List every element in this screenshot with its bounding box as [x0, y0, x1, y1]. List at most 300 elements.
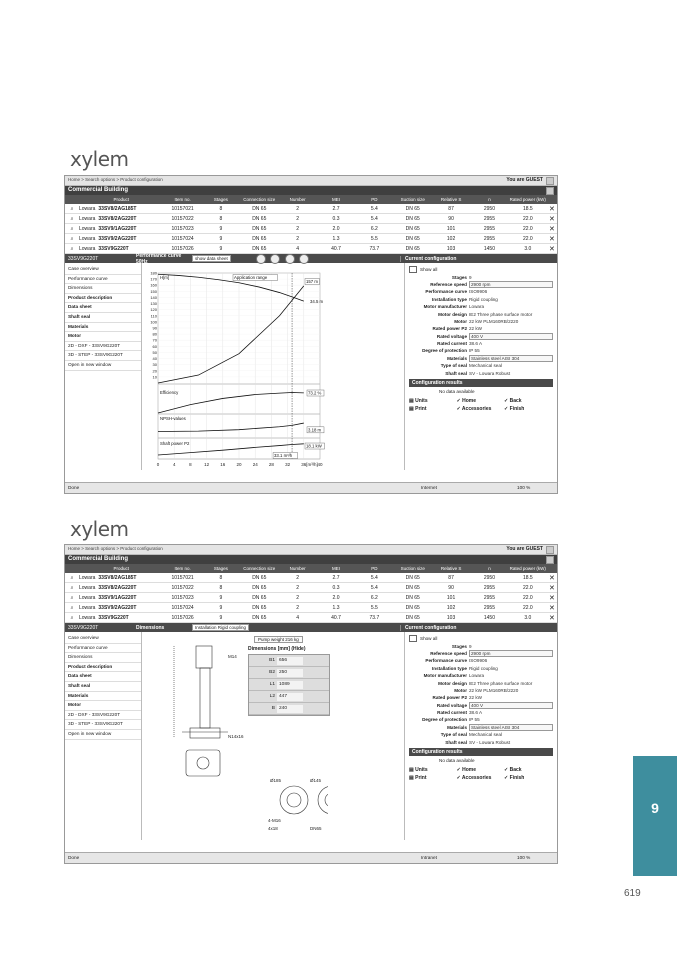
config-value: Mechanical seal — [469, 363, 502, 369]
info-icon[interactable] — [270, 254, 280, 264]
col-mei[interactable]: MEI — [332, 197, 341, 202]
col-pd[interactable]: PD — [371, 197, 378, 202]
menu-item[interactable]: Motor — [65, 332, 141, 342]
drawing-label-5: Ø185 — [270, 778, 282, 783]
top-bar-2 — [65, 545, 557, 555]
cell-rel: 103 — [446, 245, 456, 252]
datasheet-select[interactable]: show data sheet — [192, 255, 231, 262]
menu-item[interactable]: Open in new window — [65, 361, 141, 371]
x-tick-label: 28 — [268, 462, 274, 467]
cell-num: 4 — [296, 245, 300, 252]
config-value: SV - Lowara Robust — [469, 370, 511, 376]
col-number-2[interactable]: Number — [289, 566, 306, 571]
action-print-button[interactable] — [409, 774, 457, 782]
magnifier-icon[interactable]: ⌕ — [70, 614, 74, 621]
col-relative-2[interactable]: Relative S — [440, 566, 462, 571]
config-value: 38.6 A — [469, 710, 483, 716]
dim-value: 656 — [277, 657, 303, 665]
menu-item[interactable]: Product description — [65, 663, 141, 673]
collapse-button-2[interactable] — [546, 556, 554, 564]
action-label: Print — [415, 405, 427, 412]
config-select[interactable]: Stainless steel AISI 304 — [469, 355, 553, 362]
config-select[interactable]: 2900 rpm — [469, 650, 553, 657]
cell-power: 18.5 — [522, 205, 533, 212]
status-bar — [65, 482, 557, 493]
config-value: SV - Lowara Robust — [469, 739, 511, 745]
col-suction[interactable]: Suction size — [400, 197, 425, 202]
x-tick-label: 32 — [285, 462, 291, 467]
cell-num: 2 — [296, 594, 300, 601]
cell-suction: DN 65 — [405, 594, 420, 601]
config-value: 9 — [469, 643, 472, 649]
config-key: Motor design — [438, 680, 467, 686]
magnifier-icon[interactable]: ⌕ — [70, 245, 74, 252]
zoom-out-icon[interactable] — [256, 254, 266, 264]
show-all-row-2[interactable] — [409, 635, 553, 642]
cell-conn: DN 65 — [252, 574, 267, 581]
table-row[interactable] — [65, 234, 557, 244]
remove-icon[interactable]: ✕ — [549, 225, 555, 233]
config-key: Materials — [447, 355, 467, 361]
config-key: Degree of protection — [422, 717, 467, 723]
action-label: Home — [462, 766, 477, 773]
status-zoom-2[interactable]: 100 % — [517, 855, 531, 860]
dim-value: 1089 — [277, 681, 303, 689]
dim-name: B — [271, 706, 275, 711]
action-label: Back — [509, 397, 522, 404]
status-zone-2: Intranet — [421, 855, 437, 860]
y-tick-label: 70 — [152, 337, 157, 343]
action-accessories-button[interactable] — [457, 405, 505, 413]
cell-a: 2.7 — [332, 205, 340, 212]
cell-n: 2955 — [483, 225, 495, 232]
cell-product[interactable] — [79, 605, 163, 611]
show-all-row[interactable] — [409, 266, 553, 273]
y-tick-label: 30 — [152, 362, 157, 368]
annotation-eff: 73.2 % — [308, 390, 322, 396]
cell-item: 10157024 — [171, 604, 194, 611]
page-number: 619 — [624, 888, 641, 899]
dim-row — [249, 703, 329, 715]
action-accessories-button[interactable] — [457, 774, 505, 782]
cell-power: 3.0 — [524, 614, 532, 621]
magnifier-icon[interactable]: ⌕ — [70, 235, 74, 242]
user-status-2: You are GUEST — [506, 546, 543, 552]
config-row — [409, 665, 553, 672]
menu-item[interactable]: Shaft seal — [65, 682, 141, 692]
action-label: Accessories — [461, 405, 492, 412]
panel-header-2 — [65, 623, 557, 632]
cell-rel: 90 — [448, 215, 454, 222]
head-label: H[m] — [160, 275, 170, 280]
check-icon: ✓ — [504, 405, 510, 412]
show-all-checkbox[interactable] — [409, 266, 417, 273]
cell-rel: 87 — [448, 574, 454, 581]
config-value: ISO9906 — [469, 658, 488, 664]
performance-chart — [142, 263, 328, 470]
cell-n: 2955 — [483, 235, 495, 242]
table-row[interactable] — [65, 603, 557, 613]
show-all-label-2: Show all — [420, 636, 438, 642]
col-item-2[interactable]: Item no. — [174, 566, 191, 571]
col-product[interactable]: Product — [113, 197, 129, 202]
x-tick-label: 12 — [204, 462, 210, 467]
cell-conn: DN 65 — [252, 604, 267, 611]
config-row[interactable] — [409, 333, 553, 340]
show-all-checkbox-2[interactable] — [409, 635, 417, 642]
dim-row — [249, 691, 329, 703]
help-icon[interactable] — [299, 254, 309, 264]
magnifier-icon[interactable]: ⌕ — [70, 594, 74, 601]
magnifier-icon[interactable]: ⌕ — [70, 215, 74, 222]
magnifier-icon[interactable]: ⌕ — [70, 604, 74, 611]
menu-item[interactable]: Case overview — [65, 634, 141, 644]
remove-icon[interactable]: ✕ — [549, 614, 555, 622]
drawing-label-4: 4x18 — [268, 826, 278, 831]
cell-product[interactable] — [79, 246, 163, 252]
config-key: Shaft seal — [445, 739, 467, 745]
cell-rel: 103 — [446, 614, 456, 621]
cell-stages: 8 — [219, 205, 223, 212]
col-pd-2[interactable]: PD — [371, 566, 378, 571]
config-results-title-2[interactable]: Configuration results — [409, 748, 553, 756]
check-icon: ✓ — [456, 774, 462, 781]
ruler-icon: ▤ — [409, 397, 416, 404]
table-row[interactable] — [65, 573, 557, 583]
remove-icon[interactable]: ✕ — [549, 604, 555, 612]
cell-brand: Lowara — [79, 205, 96, 212]
cell-product-name: 33SV9G220T — [98, 614, 129, 621]
action-finish-button[interactable] — [504, 774, 552, 782]
cell-stages: 9 — [219, 235, 223, 242]
config-value: Lowara — [469, 673, 485, 679]
magnifier-icon[interactable]: ⌕ — [70, 225, 74, 232]
action-home-button[interactable] — [457, 766, 505, 774]
col-connection[interactable]: Connection size — [243, 197, 276, 202]
col-number[interactable]: Number — [289, 197, 306, 202]
cell-n: 2955 — [483, 215, 495, 222]
base-circle — [197, 757, 209, 769]
config-value: 22 kW — [469, 326, 483, 332]
cell-power: 22.0 — [522, 594, 533, 601]
results-header-2 — [65, 564, 557, 573]
action-back-button[interactable] — [504, 397, 552, 405]
x-axis-label: [m³/h] — [306, 462, 318, 467]
remove-icon[interactable]: ✕ — [549, 205, 555, 213]
config-value: Lowara — [469, 304, 485, 310]
cell-n: 1450 — [483, 614, 495, 621]
cell-num: 2 — [296, 225, 300, 232]
table-row[interactable] — [65, 593, 557, 603]
status-zoom[interactable]: 100 % — [517, 485, 531, 490]
check-icon: ✓ — [504, 766, 510, 773]
cell-conn: DN 65 — [252, 584, 267, 591]
y-tick-label: 170 — [150, 276, 157, 282]
action-units-button[interactable] — [409, 397, 457, 405]
config-value: ISO9906 — [469, 289, 488, 295]
config-key: Stages — [451, 274, 467, 280]
cell-b: 73.7 — [369, 245, 380, 252]
config-value: Mechanical seal — [469, 732, 502, 738]
col-connection-2[interactable]: Connection size — [243, 566, 276, 571]
config-row[interactable] — [409, 650, 553, 657]
dim-name: B1 — [269, 658, 275, 663]
config-key: Rated power P2 — [432, 326, 467, 332]
config-row — [409, 318, 553, 325]
x-tick-label: 0 — [156, 462, 160, 467]
pump-column — [200, 668, 210, 728]
action-units-button[interactable] — [409, 766, 457, 774]
results-table — [65, 204, 557, 254]
col-mei-2[interactable]: MEI — [332, 566, 341, 571]
cell-item: 10157026 — [171, 614, 194, 621]
config-select[interactable]: Stainless steel AISI 304 — [469, 724, 553, 731]
menu-item[interactable]: Materials — [65, 692, 141, 702]
cell-suction: DN 65 — [405, 235, 420, 242]
col-relative[interactable]: Relative S — [440, 197, 462, 202]
cell-n: 2955 — [483, 584, 495, 591]
col-n-2[interactable]: n — [488, 566, 491, 571]
action-label: Finish — [509, 774, 525, 781]
remove-icon[interactable]: ✕ — [549, 215, 555, 223]
config-key: Shaft seal — [445, 370, 467, 376]
magnifier-icon[interactable]: ⌕ — [70, 574, 74, 581]
cell-stages: 9 — [219, 225, 223, 232]
menu-item[interactable]: 3D - STEP - 33SV9G220T — [65, 351, 141, 361]
x-tick-label: 36 — [301, 462, 307, 467]
col-stages[interactable]: Stages — [213, 197, 228, 202]
cell-product[interactable] — [79, 216, 163, 222]
config-panel — [405, 263, 557, 470]
menu-item[interactable]: Product description — [65, 294, 141, 304]
remove-icon[interactable]: ✕ — [549, 235, 555, 243]
menu-item[interactable]: Performance curve — [65, 644, 141, 654]
cell-product[interactable] — [79, 236, 163, 242]
config-results-title[interactable]: Configuration results — [409, 379, 553, 387]
cell-product[interactable] — [79, 226, 163, 232]
config-row — [409, 362, 553, 369]
menu-item[interactable]: 2D - DXF - 33SV9G220T — [65, 711, 141, 721]
flange-left-circle — [280, 786, 308, 814]
config-select[interactable]: 2900 rpm — [469, 281, 553, 288]
cell-suction: DN 65 — [405, 225, 420, 232]
y-tick-label: 80 — [152, 331, 157, 337]
status-zone: Internet — [421, 485, 437, 490]
config-key: Performance curve — [425, 289, 467, 295]
table-row[interactable] — [65, 613, 557, 623]
cell-n: 2950 — [483, 205, 495, 212]
cell-power: 22.0 — [522, 225, 533, 232]
cell-product[interactable] — [79, 585, 163, 591]
action-back-button[interactable] — [504, 766, 552, 774]
cell-product[interactable] — [79, 206, 163, 212]
panel-header — [65, 254, 557, 263]
drawing-label-6: Ø145 — [310, 778, 322, 783]
top-bar — [65, 176, 557, 186]
menu-item[interactable]: Motor — [65, 701, 141, 711]
y-tick-label: 40 — [152, 356, 157, 362]
cell-num: 2 — [296, 215, 300, 222]
panel-product: 33SV9G220T — [68, 255, 99, 262]
cell-item: 10157023 — [171, 225, 194, 232]
cell-item: 10157021 — [171, 205, 194, 212]
cell-stages: 8 — [219, 584, 223, 591]
cell-n: 2955 — [483, 604, 495, 611]
x-tick-label: 40 — [317, 462, 323, 467]
config-key: Motor design — [438, 311, 467, 317]
magnifier-icon[interactable]: ⌕ — [70, 584, 74, 591]
window-button[interactable] — [546, 177, 554, 185]
cell-conn: DN 65 — [252, 225, 267, 232]
check-icon: ✓ — [504, 397, 510, 404]
config-select[interactable]: 400 V — [469, 333, 553, 340]
user-status: You are GUEST — [506, 177, 543, 183]
cell-a: 0.3 — [332, 215, 340, 222]
cell-product[interactable] — [79, 595, 163, 601]
config-list — [409, 273, 553, 376]
cell-a: 2.7 — [332, 574, 340, 581]
x-tick-label: 16 — [220, 462, 226, 467]
cell-brand: Lowara — [79, 225, 96, 232]
installation-select[interactable]: Installation Rigid coupling — [192, 624, 249, 631]
menu-item[interactable]: Materials — [65, 323, 141, 333]
action-home-button[interactable] — [457, 397, 505, 405]
dim-header[interactable]: Dimensions [mm] (Hide) — [248, 646, 306, 652]
col-product-2[interactable]: Product — [113, 566, 129, 571]
cell-suction: DN 65 — [405, 205, 420, 212]
action-label: Units — [415, 766, 428, 773]
config-row[interactable] — [409, 281, 553, 288]
cell-num: 2 — [296, 584, 300, 591]
breadcrumb[interactable]: Home > Search options > Product configuration — [68, 177, 163, 182]
npsh-label: NPSH-values — [160, 416, 186, 421]
table-row[interactable] — [65, 214, 557, 224]
cell-a: 40.7 — [331, 614, 341, 621]
cell-num: 2 — [296, 235, 300, 242]
dim-name: L2 — [269, 694, 275, 699]
base-plan — [186, 750, 220, 776]
action-finish-button[interactable] — [504, 405, 552, 413]
config-key: Type of seal — [440, 363, 467, 369]
cell-brand: Lowara — [79, 594, 96, 601]
menu-item[interactable]: Case overview — [65, 265, 141, 275]
menu-item[interactable]: 2D - DXF - 33SV9G220T — [65, 342, 141, 352]
cell-b: 5.4 — [370, 215, 378, 222]
magnifier-icon[interactable]: ⌕ — [70, 205, 74, 212]
brand-logo-2: xylem — [70, 517, 129, 541]
remove-icon[interactable]: ✕ — [549, 584, 555, 592]
col-n[interactable]: n — [488, 197, 491, 202]
menu-item[interactable]: Open in new window — [65, 730, 141, 740]
menu-item[interactable]: Performance curve — [65, 275, 141, 285]
menu-item[interactable]: Dimensions — [65, 284, 141, 294]
panel-title: Performance curve 50Hz — [136, 252, 182, 265]
config-value: 22 kW PLM160RB/2220 — [469, 318, 519, 324]
dim-value: 250 — [277, 669, 303, 677]
col-power[interactable]: Rated power (kW) — [509, 197, 546, 202]
action-label: Units — [415, 397, 428, 404]
cell-rel: 101 — [446, 594, 456, 601]
menu-item[interactable]: Dimensions — [65, 653, 141, 663]
breadcrumb-2[interactable]: Home > Search options > Product configuration — [68, 546, 163, 551]
cell-brand: Lowara — [79, 604, 96, 611]
y-tick-label: 100 — [150, 319, 157, 325]
config-key: Reference speed — [430, 281, 467, 287]
menu-item[interactable]: Data sheet — [65, 672, 141, 682]
cell-product[interactable] — [79, 615, 163, 621]
annotation-head: 157 m — [306, 279, 318, 285]
cell-suction: DN 65 — [405, 215, 420, 222]
y-tick-label: 60 — [152, 343, 157, 349]
check-icon: ✓ — [456, 766, 463, 773]
power-label: Shaft power P2 — [160, 441, 190, 446]
cell-b: 6.2 — [370, 225, 378, 232]
cell-power: 22.0 — [522, 584, 533, 591]
cell-brand: Lowara — [79, 584, 96, 591]
dimensions-table — [248, 654, 330, 716]
cell-b: 5.5 — [370, 604, 378, 611]
config-row — [409, 340, 553, 347]
col-item[interactable]: Item no. — [174, 197, 191, 202]
action-label: Finish — [509, 405, 525, 412]
panel-title-2: Dimensions — [136, 624, 165, 631]
print-icon[interactable] — [285, 254, 295, 264]
config-key: Motor — [454, 687, 467, 693]
config-row — [409, 672, 553, 679]
config-key: Rated voltage — [436, 702, 467, 708]
cell-num: 2 — [296, 574, 300, 581]
config-row[interactable] — [409, 702, 553, 709]
col-stages-2[interactable]: Stages — [213, 566, 228, 571]
drawing-label-7: DN65 — [310, 826, 322, 831]
collapse-button[interactable] — [546, 187, 554, 195]
config-row[interactable] — [409, 355, 553, 362]
col-suction-2[interactable]: Suction size — [400, 566, 425, 571]
cell-b: 5.5 — [370, 235, 378, 242]
action-bar-2 — [409, 766, 553, 782]
remove-icon[interactable]: ✕ — [549, 245, 555, 253]
remove-icon[interactable]: ✕ — [549, 594, 555, 602]
app-title-2 — [65, 555, 557, 564]
window-button-2[interactable] — [546, 546, 554, 554]
cell-product[interactable] — [79, 575, 163, 581]
table-row[interactable] — [65, 583, 557, 593]
cell-stages: 9 — [219, 604, 223, 611]
menu-item[interactable]: Data sheet — [65, 303, 141, 313]
config-key: Installation type — [432, 665, 467, 671]
brand-logo: xylem — [70, 147, 129, 171]
cell-rel: 102 — [446, 235, 456, 242]
menu-item[interactable]: 3D - STEP - 33SV9G220T — [65, 720, 141, 730]
menu-item[interactable]: Shaft seal — [65, 313, 141, 323]
cell-suction: DN 65 — [405, 245, 420, 252]
cell-rel: 102 — [446, 604, 456, 611]
config-row — [409, 642, 553, 649]
remove-icon[interactable]: ✕ — [549, 574, 555, 582]
table-row[interactable] — [65, 204, 557, 214]
check-icon: ✓ — [504, 774, 510, 781]
cell-power: 3.0 — [524, 245, 532, 252]
table-row[interactable] — [65, 224, 557, 234]
config-row[interactable] — [409, 724, 553, 731]
cell-product-name: 33SV8/2AG220T — [98, 584, 137, 591]
status-left: Done — [68, 485, 80, 490]
results-table-2 — [65, 573, 557, 623]
action-print-button[interactable] — [409, 405, 457, 413]
annotation-npsh: 3.18 m — [308, 427, 322, 433]
col-power-2[interactable]: Rated power (kW) — [509, 566, 546, 571]
config-select[interactable]: 400 V — [469, 702, 553, 709]
